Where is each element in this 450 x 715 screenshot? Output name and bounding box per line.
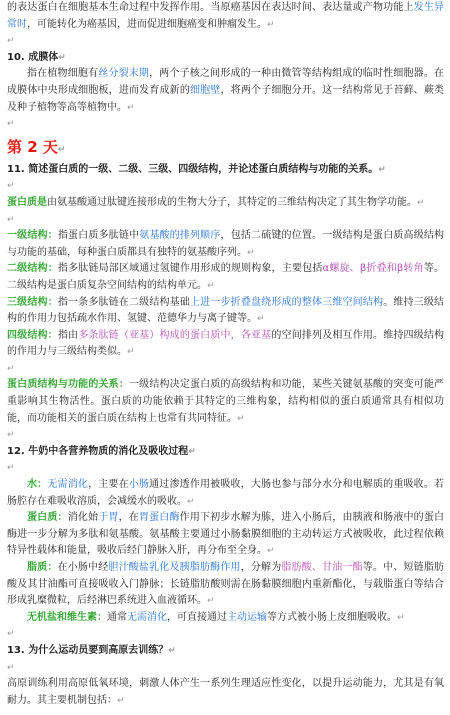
- q13-body: 高原训练利用高原低氧环境，刺激人体产生一系列生理适应性变化，以提升运动能力，尤其是有氧耐力。其主要机制包括：↵: [7, 678, 444, 706]
- q11-structure-function: 蛋白质结构与功能的关系：一级结构决定蛋白质的高级结构和功能，某些关键氨基酸的突变可能严重影响其生物活性。蛋白质的功能依赖于其特定的三维构象，结构相似的蛋白质通常具有相似功能，而功能相关的蛋白质在结构上也常有共同特征。↵: [7, 379, 444, 424]
- q10-title: 10. 成膜体↵: [7, 51, 66, 63]
- blank-line: ↵: [7, 214, 15, 225]
- blank-line: ↵: [7, 629, 15, 640]
- q11-tertiary-structure: 三级结构：指一条多肽链在二级结构基础上进一步折叠盘绕形成的整体三维空间结构。维持三级结构的作用力包括疏水作用、氢键、范德华力与离子键等。↵: [7, 296, 445, 325]
- blank-line: ↵: [7, 463, 15, 474]
- q10-body: 指在植物细胞有丝分裂末期，两个子核之间形成的一种由微管等结构组成的临时性细胞器。在成膜体中央形成细胞板，进而发育成新的细胞壁，将两个子细胞分开。这一结构常见于苔藓、蕨类及种子植物等高等植物中。↵: [7, 68, 445, 113]
- blank-line: ↵: [7, 119, 15, 130]
- q11-definition: 蛋白质是由氨基酸通过肽键连接形成的生物大分子，其特定的三维结构决定了其生物学功能。↵: [7, 196, 425, 208]
- q12-fat: 脂质：在小肠中经胆汁酸盐乳化及胰脂肪酶作用，分解为脂肪酸、甘油一酯等。中、短链脂肪酸及其甘油酯可直接吸收入门静脉；长链脂肪酸则需在肠黏膜细胞内重新酯化，与载脂蛋白等结合形成乳糜微粒，后经淋巴系统进入血液循环。↵: [7, 562, 445, 607]
- q11-primary-structure: 一级结构：指蛋白质多肽链中氨基酸的排列顺序，包括二硫键的位置。一级结构是蛋白质高级结构与功能的基础，每种蛋白质都具有独特的氨基酸序列。↵: [7, 230, 445, 258]
- blank-line: ↵: [7, 36, 15, 47]
- paragraph-oncogene: 的表达蛋白在细胞基本生命过程中发挥作用。当原癌基因在表达时间、表达量或产物功能上发生异常时，可能转化为癌基因，进而促进细胞癌变和肿瘤发生。↵: [7, 2, 445, 30]
- q11-title: 11. 简述蛋白质的一级、二级、三级、四级结构，并论述蛋白质结构与功能的关系。↵: [7, 163, 386, 175]
- document-page: [7, 0, 444, 709]
- q11-quaternary-structure: 四级结构：指由多条肽链（亚基）构成的蛋白质中，各亚基的空间排列及相互作用。维持四级结构的作用力与三级结构类似。↵: [7, 329, 445, 358]
- blank-line: ↵: [7, 181, 15, 192]
- q12-title: 12. 牛奶中各营养物质的消化及吸收过程↵: [7, 445, 196, 457]
- day-heading: 第 2 天↵: [7, 137, 66, 156]
- paragraph-mark: ↵: [267, 19, 275, 30]
- blank-line: ↵: [7, 430, 15, 441]
- q12-protein: 蛋白质：消化始于胃，在胃蛋白酶作用下初步水解为胨，进入小肠后，由胰液和肠液中的蛋白酶进一步分解为多肽和氨基酸。氨基酸主要通过小肠黏膜细胞的主动转运方式被吸收，此过程依赖特异性载体和能量，吸收后经门静脉入肝，再分布至全身。↵: [7, 512, 445, 557]
- blank-line: ↵: [7, 363, 15, 374]
- blank-line: ↵: [7, 662, 15, 673]
- q12-mineral-vitamin: 无机盐和维生素：通常无需消化，可直接通过主动运输等方式被小肠上皮细胞吸收。↵: [27, 611, 405, 623]
- q13-title: 13. 为什么运动员要到高原去训练？↵: [7, 644, 176, 656]
- q12-water: 水：无需消化，主要在小肠通过渗透作用被吸收，大肠也参与部分水分和电解质的重吸收。若肠腔存在难吸收溶质，会减缓水的吸收。↵: [7, 479, 445, 507]
- q11-secondary-structure: 二级结构：指多肽链局部区域通过氢键作用形成的规则构象，主要包括α螺旋、β折叠和β转角等。二级结构是蛋白质复杂空间结构的结构单元。↵: [7, 263, 445, 291]
